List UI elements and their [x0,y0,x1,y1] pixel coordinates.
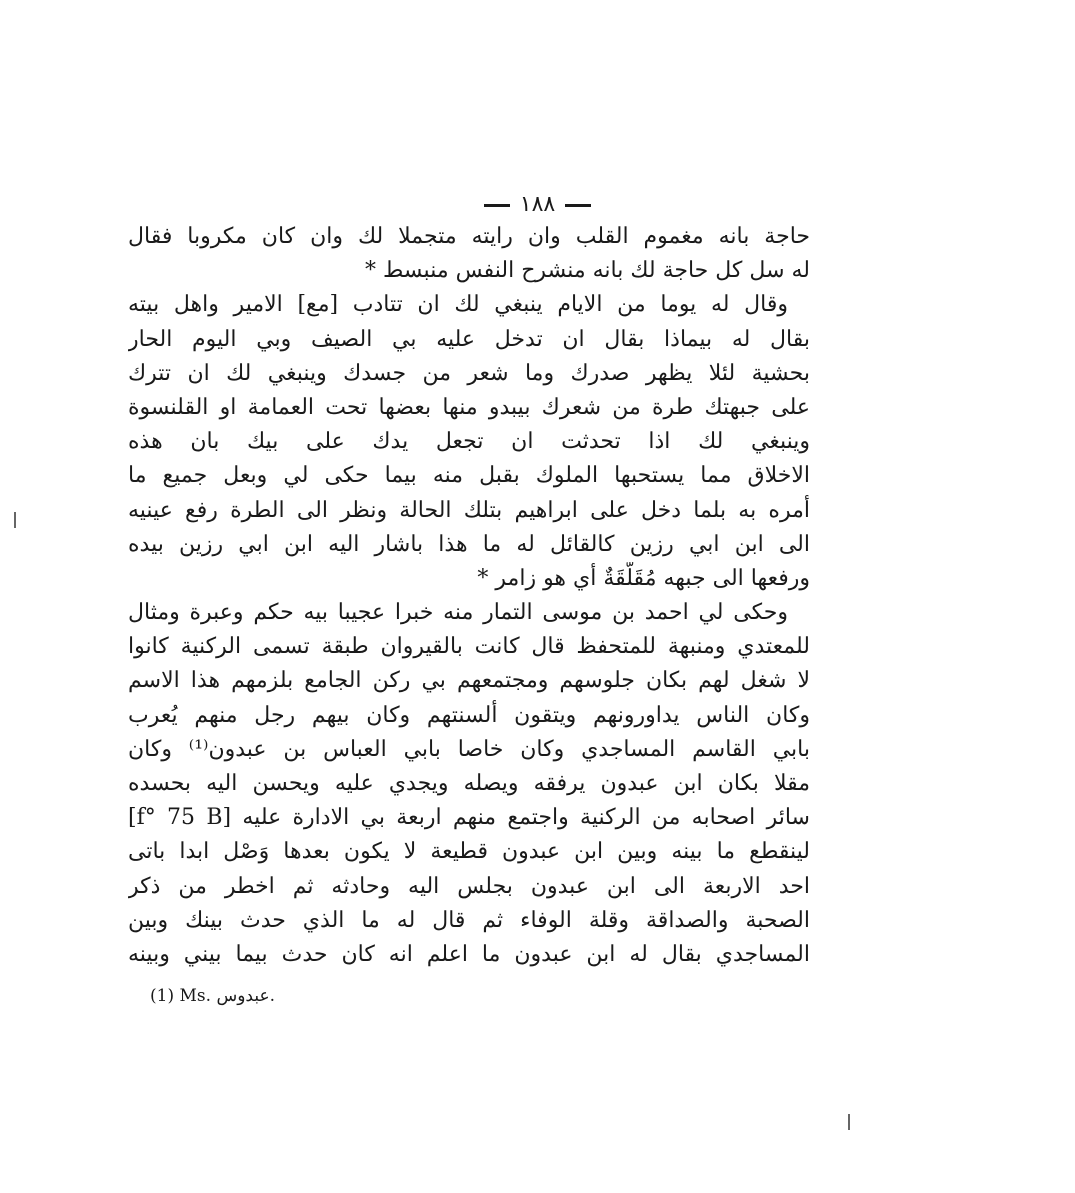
text-line: ورفعها الى جبهه مُقَلَّقَةٌ أي هو زامر * [477,565,810,591]
text-line: وقال له يوما من الايام ينبغي لك ان تتادب [مع] الامير واهل بيته [128,292,788,318]
text-line: له سل كل حاجة لك بانه منشرح النفس منبسط * [365,258,810,284]
text-line: حاجة بانه مغموم القلب وان رايته متجملا لك وان كان مكروبا فقال [128,224,810,249]
text-line: المساجدي بقال له ابن عبدون ما اعلم انه كان حدث بيما بيني وبينه [128,941,810,967]
text-line: وكان الناس يداورونهم ويتقون ألسنتهم وكان بيهم رجل منهم يُعرب [128,702,810,728]
text-line: لا شغل لهم بكان جلوسهم ومجتمعهم بي ركن الجامع بلزمهم هذا الاسم [128,668,810,694]
text-line: احد الاربعة الى ابن عبدون بجلس اليه وحادثه ثم اخطر من ذكر [128,873,810,899]
text-line: بحشية لئلا يظهر صدرك وما شعر من جسدك وينبغي لك ان تترك [128,360,810,386]
arabic-body-text [128,220,810,972]
header-dash-left [484,204,510,207]
text-line: الاخلاق مما يستحبها الملوك بقبل منه بيما حكى لي وبعل جميع ما [128,463,810,489]
text-line: مقلا بكان ابن عبدون يرفقه ويصله ويجدي عليه ويحسن اليه بحسده [128,771,810,796]
text-line: بابي القاسم المساجدي وكان خاصا بابي العباس بن عبدون⁽¹⁾ وكان [128,736,810,762]
header-dash-right [565,204,591,207]
text-line: سائر اصحابه من الركنية واجتمع منهم اربعة بي الادارة عليه [f° 75 B] [128,805,810,831]
text-line: لينقطع ما بينه وبين ابن عبدون قطيعة لا يكون بعدها وَصْل ابدا باتى [128,839,810,865]
page-header [0,192,1075,217]
page-number: ١٨٨ [519,192,556,217]
text-line: للمعتدي ومنبهة للمتحفظ قال كانت بالقيروان طبقة تسمى الركنية كانوا [128,634,810,660]
scan-margin-mark [14,512,16,528]
text-line: وحكى لي احمد بن موسى التمار منه خبرا عجيبا بيه حكم وعبرة ومثال [128,600,788,626]
text-line: الى ابن ابي رزين كالقائل له ما هذا باشار اليه ابن ابي رزين بيده [128,531,810,557]
text-line: الصحبة والصداقة وقلة الوفاء ثم قال له ما الذي حدث بينك وبين [128,907,810,933]
text-line: وينبغي لك اذا تحدثت ان تجعل يدك على بيك بان هذه [128,429,810,455]
text-line: أمره به بلما دخل على ابراهيم بتلك الحالة ونظر الى الطرة رفع عينيه [128,497,810,523]
footnote: (1) Ms. عبدوس. [150,986,276,1006]
scan-margin-mark [848,1114,850,1130]
text-line: بقال له بيماذا بقال ان تدخل عليه بي الصيف وبي اليوم الحار [128,326,810,352]
text-line: على جبهتك طرة من شعرك بيبدو منها بعضها تحت العمامة او القلنسوة [128,394,810,420]
